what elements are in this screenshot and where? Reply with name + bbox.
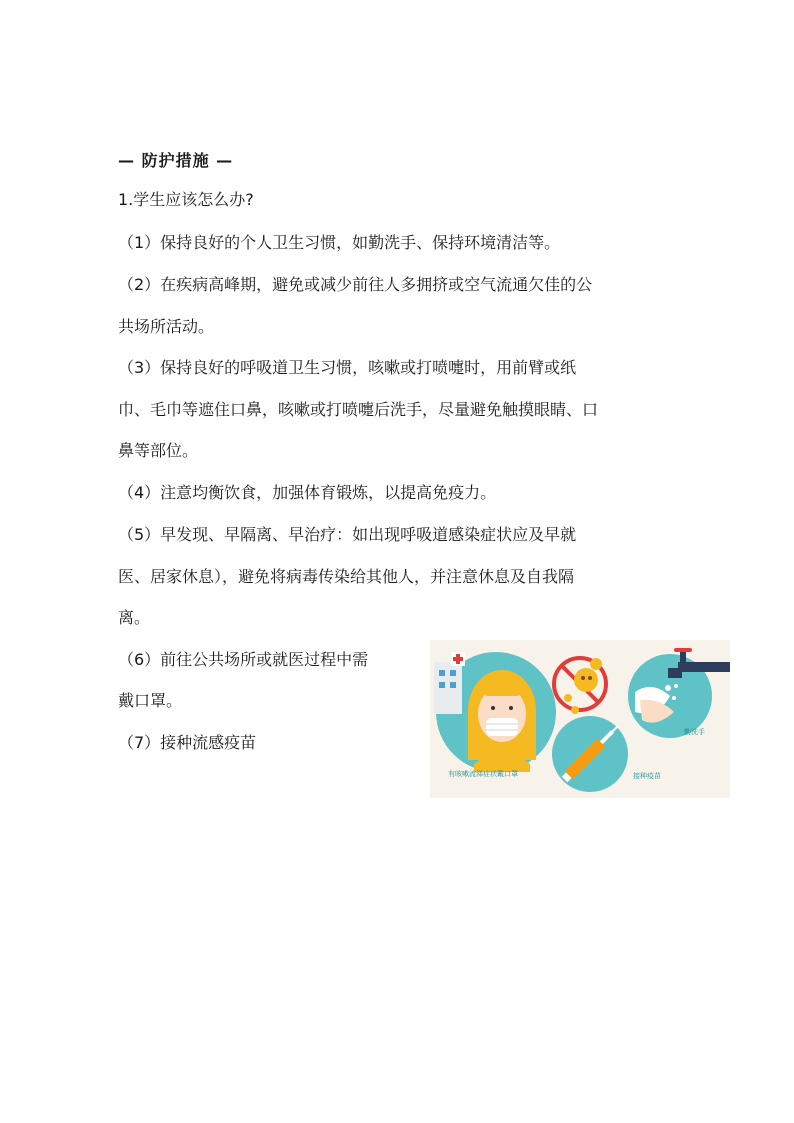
text-line: 共场所活动。: [118, 317, 215, 336]
text-line: （7）接种流感疫苗: [118, 733, 257, 752]
text-line: 离。: [118, 608, 151, 627]
text-line: （6）前往公共场所或就医过程中需: [118, 650, 369, 669]
vaccine-label: 接种疫苗: [633, 772, 661, 780]
question-line: 1.学生应该怎么办?: [118, 190, 254, 209]
text-line: （4）注意均衡饮食，加强体育锻炼，以提高免疫力。: [118, 483, 497, 502]
text-line: （2）在疾病高峰期，避免或减少前往人多拥挤或空气流通欠佳的公: [118, 275, 593, 294]
hand-wash-icon: [628, 648, 730, 738]
text-line: 巾、毛巾等遮住口鼻，咳嗽或打喷嚏后洗手，尽量避免触摸眼睛、口: [118, 400, 599, 419]
syringe-icon: [552, 716, 628, 792]
no-virus-icon: [554, 658, 606, 714]
text-line: 戴口罩。: [118, 691, 183, 710]
section-heading: — 防护措施 —: [118, 151, 234, 170]
text-line: （5）早发现、早隔离、早治疗：如出现呼吸道感染症状应及早就: [118, 525, 577, 544]
mask-label: 有咳嗽流涕症状戴口罩: [448, 770, 518, 778]
text-line: （1）保持良好的个人卫生习惯，如勤洗手、保持环境清洁等。: [118, 233, 561, 252]
illustration-graphic: [430, 640, 730, 798]
prevention-illustration: [430, 640, 730, 798]
text-line: 医、居家休息），避免将病毒传染给其他人，并注意休息及自我隔: [118, 567, 575, 586]
wash-label: 勤洗手: [684, 728, 705, 736]
text-line: （3）保持良好的呼吸道卫生习惯，咳嗽或打喷嚏时，用前臂或纸: [118, 358, 577, 377]
text-line: 鼻等部位。: [118, 441, 199, 460]
mask-girl-icon: [434, 652, 556, 772]
